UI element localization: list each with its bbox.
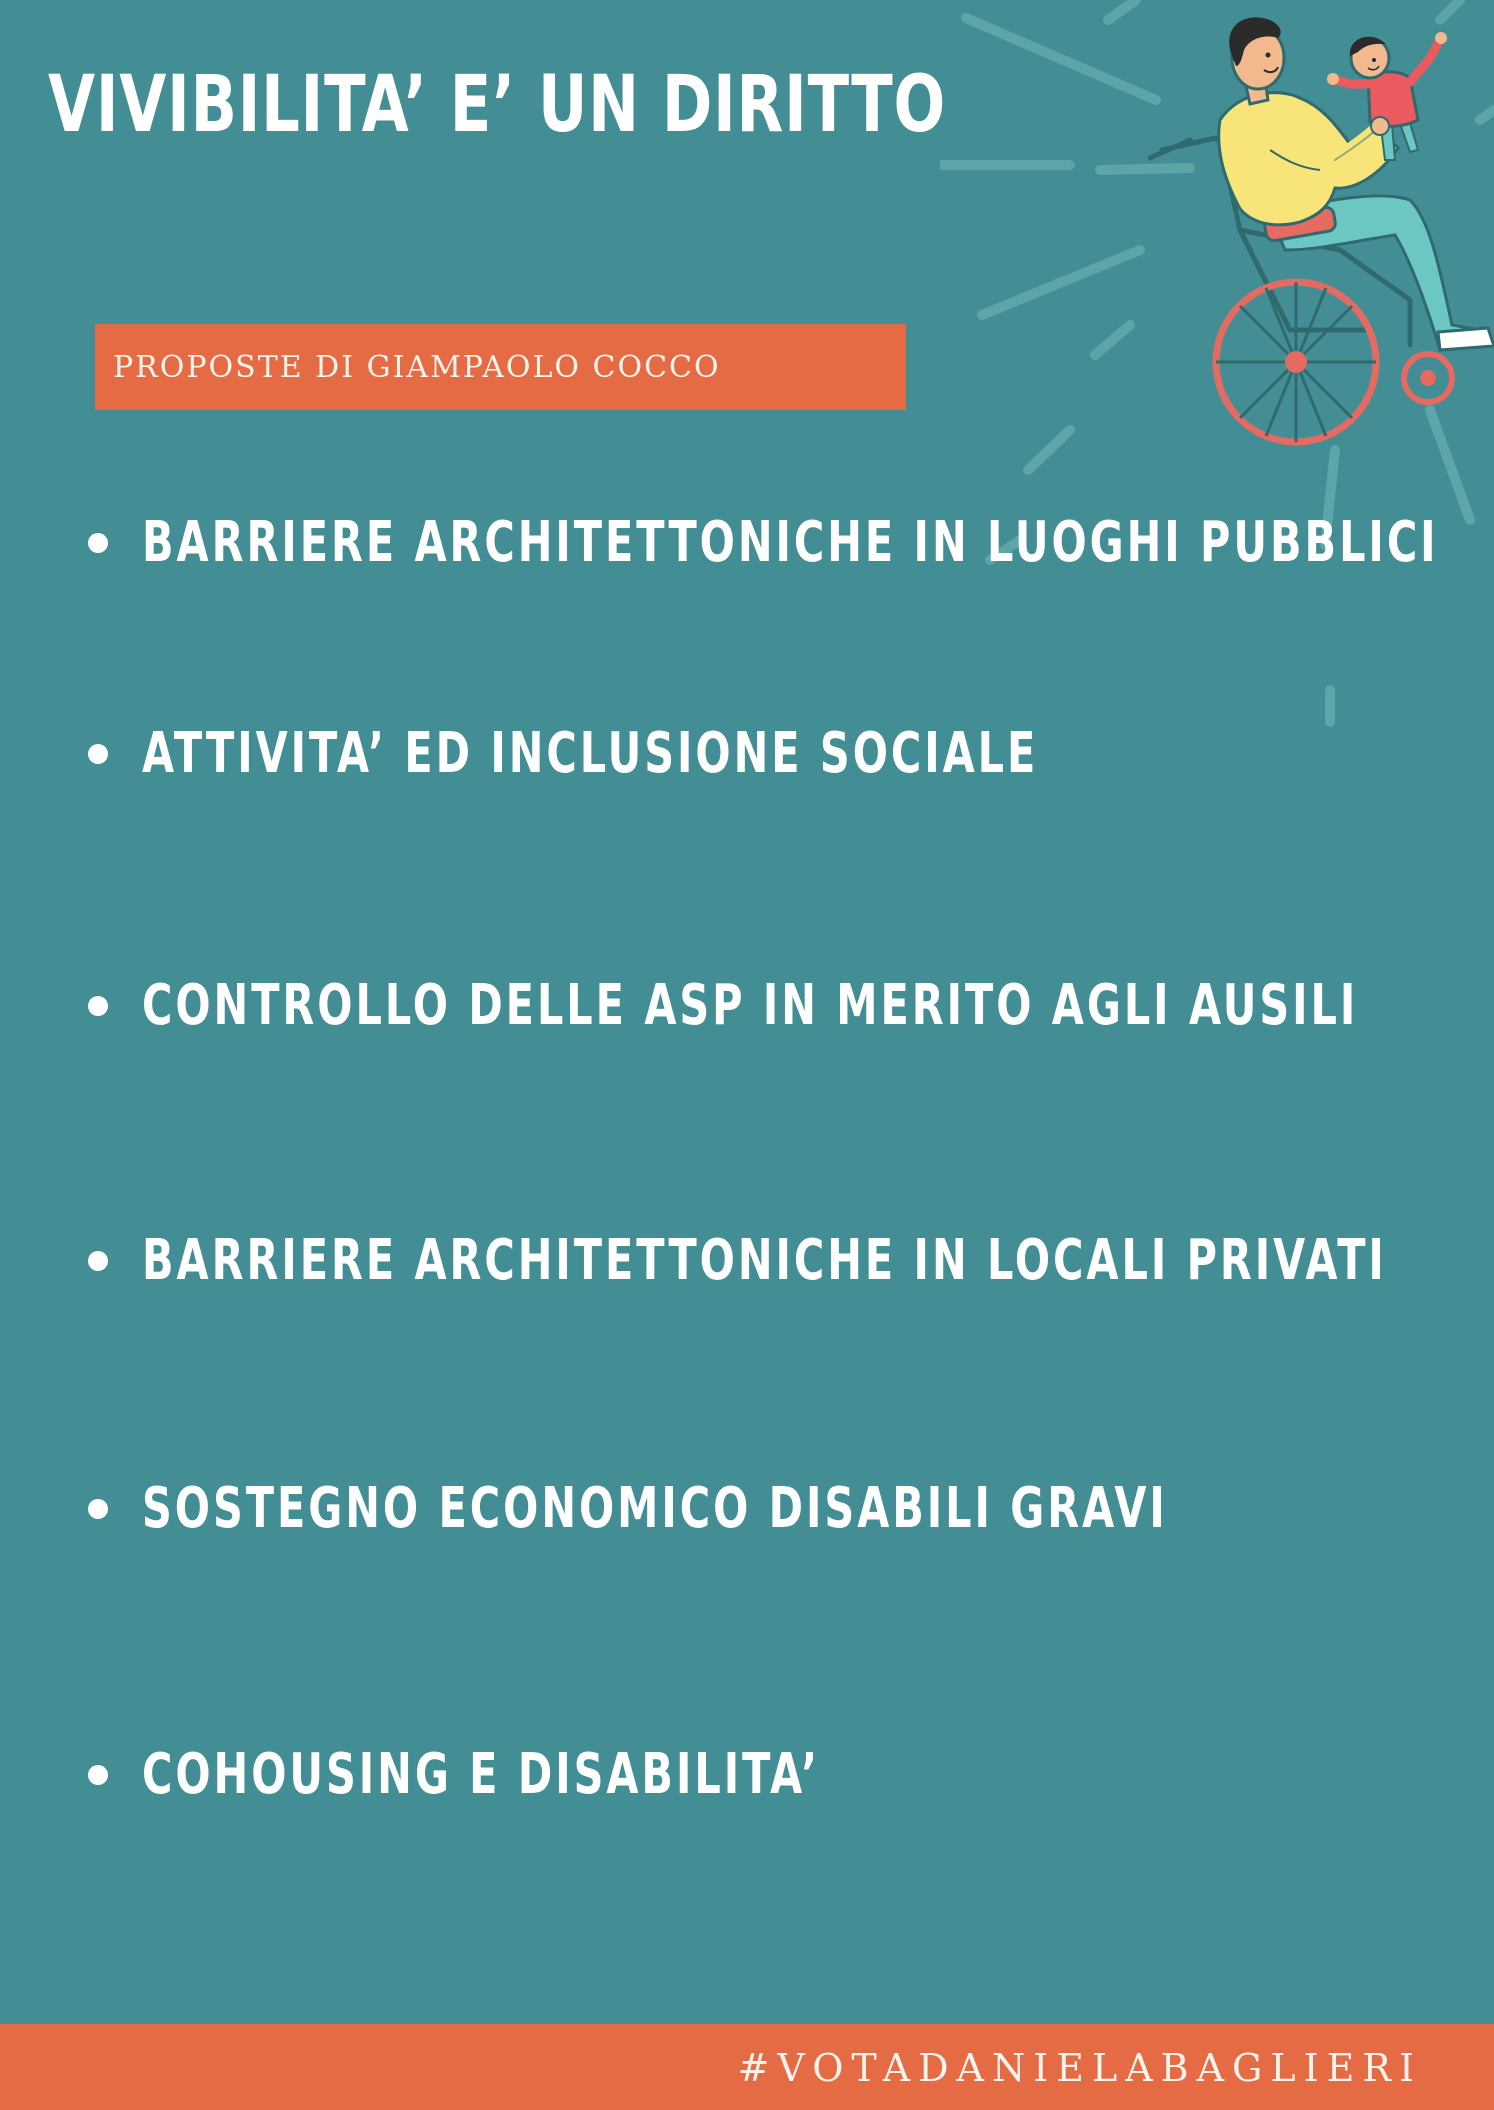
subtitle-banner <box>95 324 906 410</box>
list-item <box>88 1476 1494 1541</box>
bullet-icon <box>88 533 108 553</box>
list-item <box>88 1228 1494 1293</box>
bullet-icon <box>88 744 108 764</box>
bullet-icon <box>88 1251 108 1271</box>
wheelchair-user-with-child-illustration <box>940 0 1494 740</box>
front-caster-icon <box>1404 354 1452 402</box>
list-item <box>88 973 1494 1038</box>
list-item <box>88 1742 1058 1807</box>
list-item-label: BARRIERE ARCHITETTONICHE IN LUOGHI PUBBLICI <box>142 510 1439 575</box>
list-item <box>88 510 1494 575</box>
list-item-label: COHOUSING E DISABILITA’ <box>142 1742 821 1807</box>
list-item <box>88 721 1353 786</box>
list-item-label: BARRIERE ARCHITETTONICHE IN LOCALI PRIVATI <box>142 1228 1387 1293</box>
footer-bar <box>0 2024 1494 2110</box>
bullet-icon <box>88 1765 108 1785</box>
list-item-label: SOSTEGNO ECONOMICO DISABILI GRAVI <box>142 1476 1168 1541</box>
subtitle-text: PROPOSTE DI GIAMPAOLO COCCO <box>113 349 721 385</box>
wheelchair-wheel-icon <box>1216 282 1376 442</box>
bullet-icon <box>88 996 108 1016</box>
footer-hashtag: #VOTADANIELABAGLIERI <box>737 2046 1422 2090</box>
list-item-label: ATTIVITA’ ED INCLUSIONE SOCIALE <box>142 721 1039 786</box>
bullet-icon <box>88 1499 108 1519</box>
page-title: VIVIBILITA’ E’ UN DIRITTO <box>48 60 947 150</box>
list-item-label: CONTROLLO DELLE ASP IN MERITO AGLI AUSILI <box>142 973 1359 1038</box>
